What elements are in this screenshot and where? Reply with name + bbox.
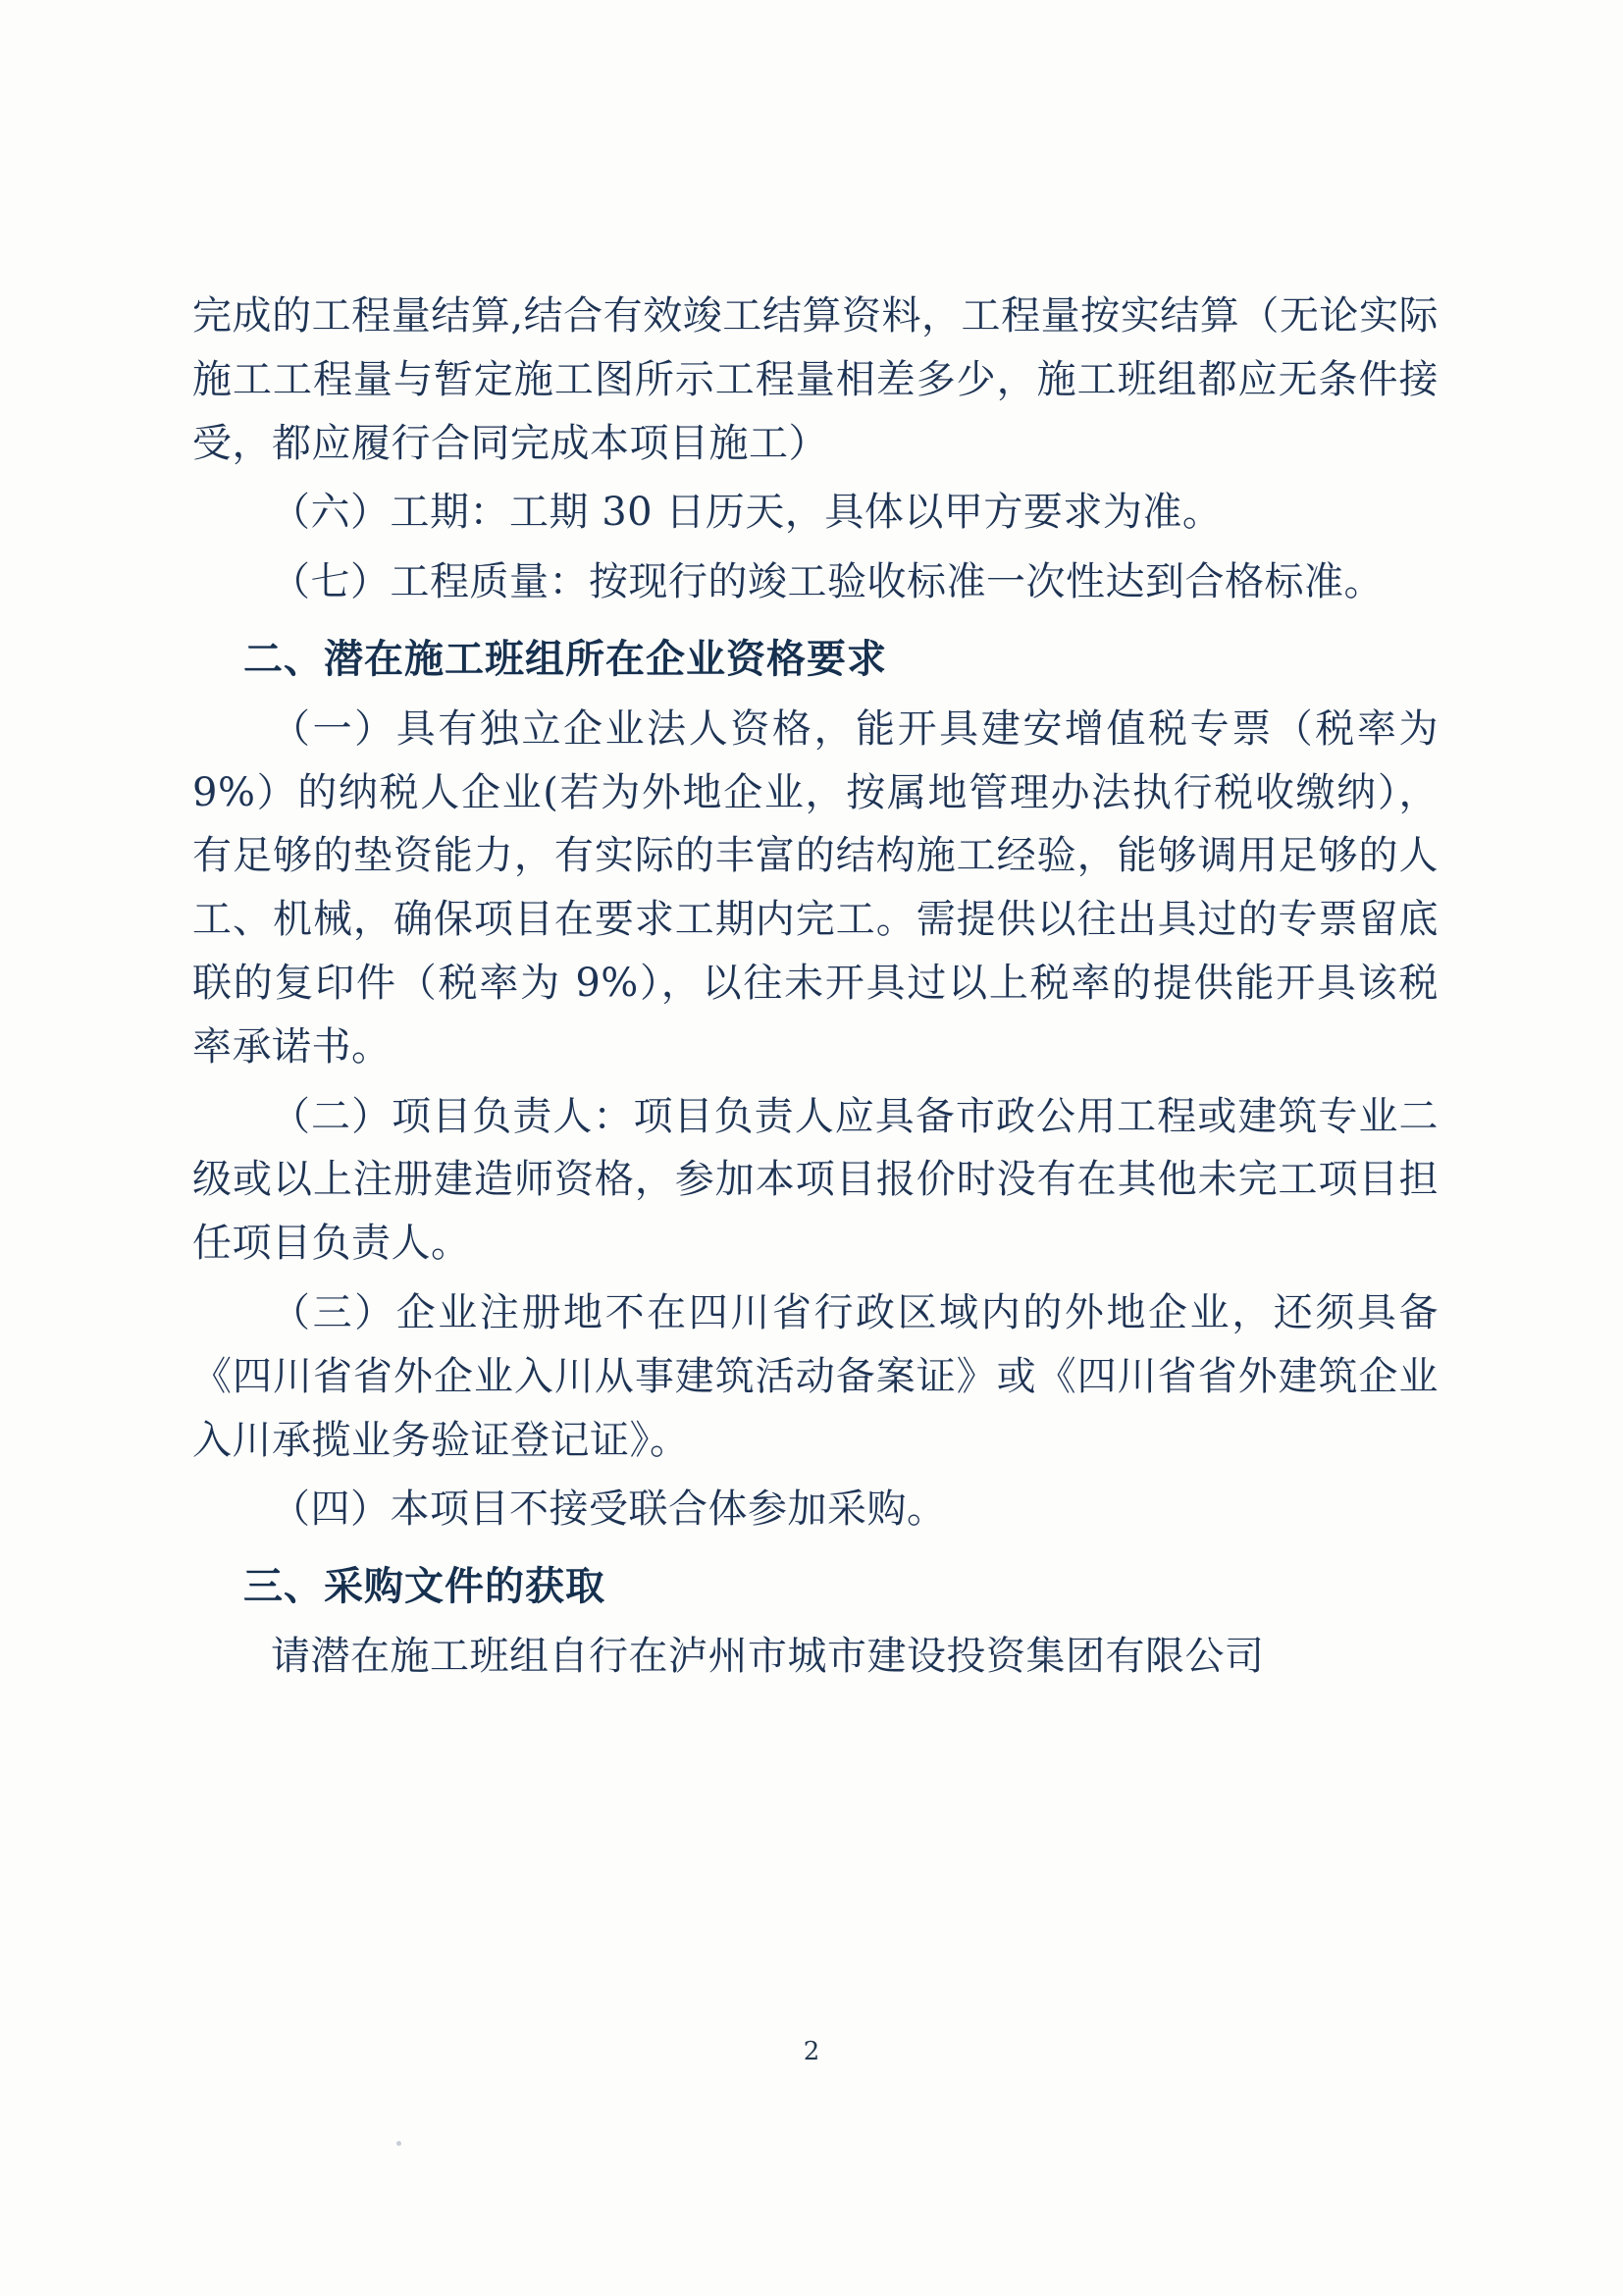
paragraph-item-four-consortium: （四）本项目不接受联合体参加采购。: [271, 1487, 947, 1533]
paragraph-engineering-quality: （七）工程质量：按现行的竣工验收标准一次性达到合格标准。: [271, 559, 1384, 605]
scan-speck: [396, 2141, 401, 2146]
paragraph-document-acquisition: 请潜在施工班组自行在泸州市城市建设投资集团有限公司: [271, 1633, 1265, 1679]
heading-section-two: 二、潜在施工班组所在企业资格要求: [243, 635, 887, 682]
paragraph-item-one-legal-entity: （一）具有独立企业法人资格，能开具建安增值税专票（税率为 9%）的纳税人企业(若为外地企业，按属地管理办法执行税收缴纳），有足够的垫资能力，有实际的丰富的结构施工经验，能够调用足够的人工、机械，确保项目在要求工期内完工。需提供以往出具过的专票留底联的复印件（税率为 9%），以往未开具过以上税率的提供能开具该税率承诺书。: [192, 705, 1439, 1070]
paragraph-construction-period: （六）工期：工期 30 日历天，具体以甲方要求为准。: [271, 490, 1223, 536]
heading-section-three: 三、采购文件的获取: [243, 1563, 605, 1610]
document-body: [192, 285, 1439, 1695]
paragraph-completion-settlement: 完成的工程量结算,结合有效竣工结算资料，工程量按实结算（无论实际施工工程量与暂定施工图所示工程量相差多少，施工班组都应无条件接受，都应履行合同完成本项目施工）: [192, 293, 1439, 466]
paragraph-item-three-registration: （三）企业注册地不在四川省行政区域内的外地企业，还须具备《四川省省外企业入川从事建筑活动备案证》或《四川省省外建筑企业入川承揽业务验证登记证》。: [192, 1289, 1439, 1463]
page-number: 2: [803, 2037, 820, 2066]
paragraph-item-two-project-manager: （二）项目负责人：项目负责人应具备市政公用工程或建筑专业二级或以上注册建造师资格，参加本项目报价时没有在其他未完工项目担任项目负责人。: [192, 1093, 1439, 1267]
